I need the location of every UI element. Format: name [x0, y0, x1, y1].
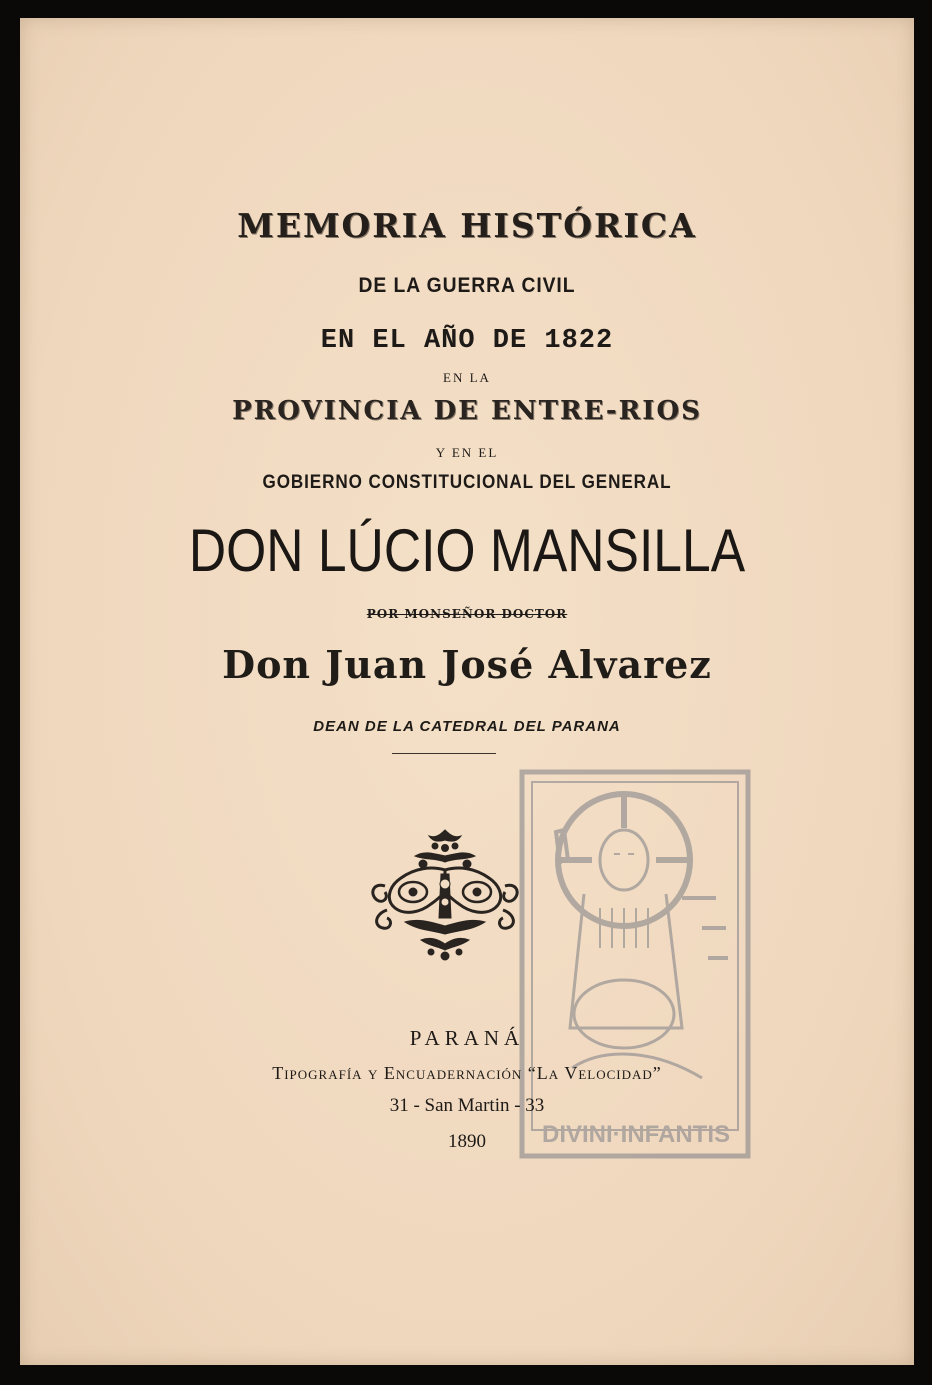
title-line-memoria: MEMORIA HISTÓRICA — [237, 206, 697, 245]
title-line-en-la: EN LA — [443, 370, 491, 385]
imprint-place: PARANÁ — [409, 1026, 525, 1050]
title-line-guerra-civil: DE LA GUERRA CIVIL — [358, 274, 576, 297]
title-line-provincia: PROVINCIA DE ENTRE-RIOS — [232, 396, 702, 426]
title-subject: DON LÚCIO MANSILLA — [188, 517, 746, 584]
title-line-y-en-el: Y EN EL — [435, 445, 499, 460]
author-name: Don Juan José Alvarez — [222, 642, 712, 687]
title-line-gobierno: GOBIERNO CONSTITUCIONAL DEL GENERAL — [262, 472, 672, 493]
stamp-text: DIVINI·INFANTIS — [541, 1121, 731, 1148]
title-line-year: EN EL AÑO DE 1822 — [320, 326, 614, 356]
imprint-year: 1890 — [448, 1131, 486, 1152]
printers-ornament-icon — [365, 826, 525, 962]
author-prefix: POR MONSEÑOR DOCTOR — [366, 607, 568, 621]
imprint-address: 31 - San Martin - 33 — [389, 1095, 545, 1116]
divider-rule — [392, 753, 496, 754]
author-role: DEAN DE LA CATEDRAL DEL PARANA — [313, 718, 621, 735]
imprint-printer: Tipografía y Encuadernación “La Velocidad” — [272, 1063, 662, 1083]
title-page — [20, 18, 914, 1365]
